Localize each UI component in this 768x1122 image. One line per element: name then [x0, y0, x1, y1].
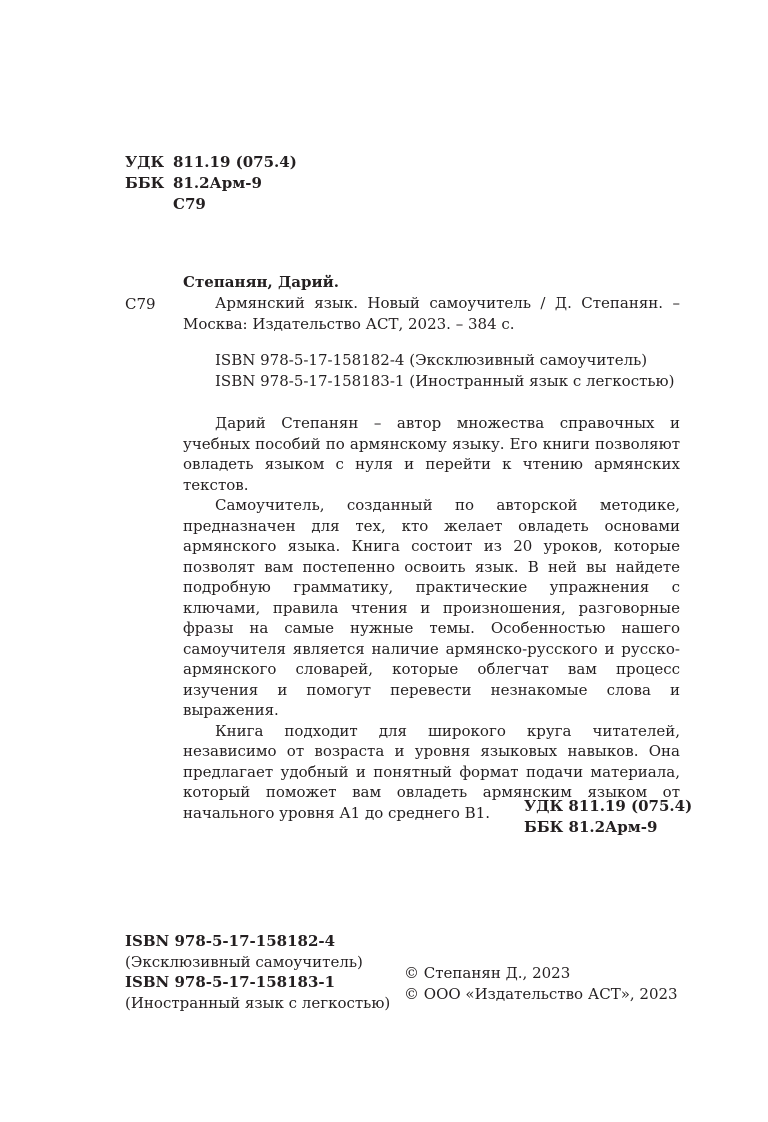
catalog-description: Армянский язык. Новый самоучитель / Д. Степанян. – Москва: Издательство АСТ, 2023. – 384 с.: [183, 294, 680, 333]
annotation-paragraph-3: Книга подходит для широкого круга читателей, независимо от возраста и уровня языковых навыков. Она предлагает удобный и понятный формат подачи материала, который поможет вам овладеть армянским языком от начального уровня А1 до среднего В1.: [183, 721, 680, 822]
catalog-code: С79: [125, 295, 156, 313]
copyright-publisher: © ООО «Издательство АСТ», 2023: [404, 984, 678, 1003]
classification-block: [524, 796, 692, 837]
footer-copyright-block: [404, 963, 678, 1004]
annotation: [183, 413, 680, 823]
catalog-isbn-2: ISBN 978-5-17-158183-1 (Иностранный язык с легкостью): [215, 371, 675, 390]
footer-isbn-1-note: (Эксклюзивный самоучитель): [125, 952, 363, 971]
author-mark: С79: [173, 195, 206, 213]
copyright-author: © Степанян Д., 2023: [404, 964, 571, 982]
udk-row: [125, 152, 297, 173]
footer-isbn-1: ISBN 978-5-17-158182-4: [125, 932, 336, 950]
catalog-isbn-1: ISBN 978-5-17-158182-4 (Эксклюзивный самоучитель): [215, 351, 648, 369]
classification-udk: УДК 811.19 (075.4): [524, 797, 693, 815]
bbk-label: ББК: [125, 174, 165, 192]
classification-bbk: ББК 81.2Арм-9: [524, 817, 658, 836]
catalog-author: Степанян, Дарий.: [183, 273, 339, 291]
udk-value: 811.19 (075.4): [173, 153, 297, 171]
footer-isbn-2-note: (Иностранный язык с легкостью): [125, 993, 391, 1012]
footer-isbn-2: ISBN 978-5-17-158183-1: [125, 973, 336, 991]
author-mark-row: [125, 194, 206, 215]
udk-label: УДК: [125, 153, 165, 171]
annotation-paragraph-1: Дарий Степанян – автор множества справочных и учебных пособий по армянскому языку. Его книги позволяют овладеть языком с нуля и перейти к чтению армянских текстов.: [183, 414, 680, 494]
bbk-row: [125, 173, 262, 194]
bbk-value: 81.2Арм-9: [173, 174, 262, 192]
annotation-paragraph-2: Самоучитель, созданный по авторской методике, предназначен для тех, кто желает овладеть основами армянского языка. Книга состоит из 20 уроков, которые позволят вам постепенно освоить язык. В ней вы найдете подробную грамматику, практические упражнения с ключами, правила чтения и произношения, разговорные фразы на самые нужные темы. Особенностью нашего самоучителя является наличие армянско-русского и русско-армянского словарей, которые облегчат вам процесс изучения и помогут перевести незнакомые слова и выражения.: [183, 496, 680, 719]
catalog-isbn-block: [215, 350, 674, 391]
footer-isbn-block: [125, 931, 390, 1013]
